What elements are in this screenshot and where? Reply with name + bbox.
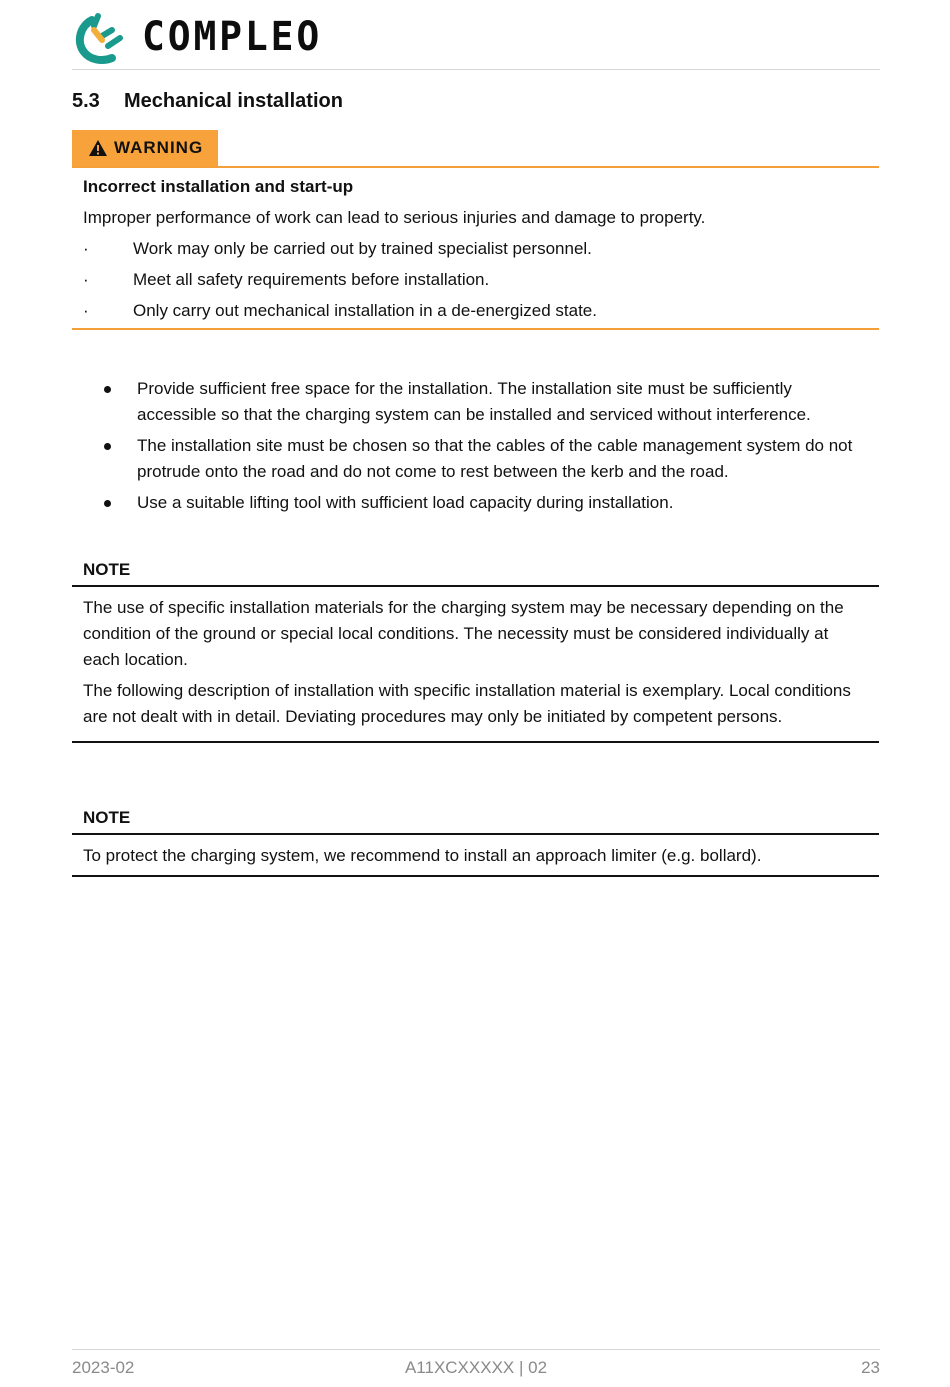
note-paragraph: To protect the charging system, we recommend to install an approach limiter (e.g. bollard).: [83, 846, 762, 865]
list-item-text: The installation site must be chosen so that the cables of the cable management system do not protrude onto the road and do not come to rest between the kerb and the road.: [137, 436, 853, 481]
warning-item: [83, 301, 597, 321]
warning-text: Improper performance of work can lead to serious injuries and damage to property.: [83, 208, 706, 227]
section-title: Mechanical installation: [124, 90, 343, 112]
note-body: [72, 587, 879, 741]
list-item: [104, 376, 864, 428]
bullet-icon: [104, 386, 111, 393]
note-box: [72, 805, 879, 877]
warning-item-text: Meet all safety requirements before installation.: [133, 270, 490, 289]
warning-item-marker: ·: [83, 270, 89, 289]
note-title: NOTE: [83, 808, 131, 827]
list-item: [104, 490, 864, 516]
bullet-icon: [104, 443, 111, 450]
note-divider: [72, 741, 879, 743]
note-body: [72, 835, 879, 875]
bullet-icon: [104, 500, 111, 507]
warning-triangle-icon: [88, 139, 108, 157]
warning-label-tab: [72, 130, 218, 166]
page-number: 23: [861, 1358, 880, 1377]
warning-item-marker: ·: [83, 239, 89, 258]
brand-wordmark: COMPLEO: [142, 14, 323, 60]
warning-item-text: Only carry out mechanical installation in a de-energized state.: [133, 301, 597, 320]
warning-divider: [72, 166, 879, 168]
section-heading: [72, 90, 343, 113]
warning-box: [72, 130, 879, 330]
installation-requirements-list: [104, 376, 864, 521]
list-item: [104, 433, 864, 485]
warning-item-text: Work may only be carried out by trained specialist personnel.: [133, 239, 592, 258]
note-box: [72, 557, 879, 743]
list-item-text: Use a suitable lifting tool with sufficient load capacity during installation.: [137, 493, 674, 512]
note-divider: [72, 875, 879, 877]
note-paragraph: The use of specific installation materials for the charging system may be necessary depending on the condition of the ground or special local conditions. The necessity must be considered individually at each location.: [83, 598, 844, 669]
list-item-text: Provide sufficient free space for the installation. The installation site must be sufficiently accessible so that the charging system can be installed and serviced without interference.: [137, 379, 811, 424]
plug-logo-icon: [72, 8, 130, 66]
footer-date: 2023-02: [72, 1358, 135, 1377]
section-number: 5.3: [72, 90, 100, 112]
note-title: NOTE: [83, 560, 131, 579]
warning-item: [83, 239, 592, 259]
note-paragraph: The following description of installation with specific installation material is exemplary. Local conditions are not dealt with in detail. Deviating procedures may only be initiated by competent persons.: [83, 681, 851, 726]
page-footer: [72, 1349, 880, 1379]
warning-item-marker: ·: [83, 301, 89, 320]
footer-doc-id: A11XCXXXXX | 02: [404, 1358, 548, 1377]
compleo-logo: [72, 8, 332, 66]
warning-label: WARNING: [114, 138, 204, 157]
page-header: [72, 8, 880, 70]
warning-title: Incorrect installation and start-up: [83, 177, 354, 196]
warning-item: [83, 270, 489, 290]
